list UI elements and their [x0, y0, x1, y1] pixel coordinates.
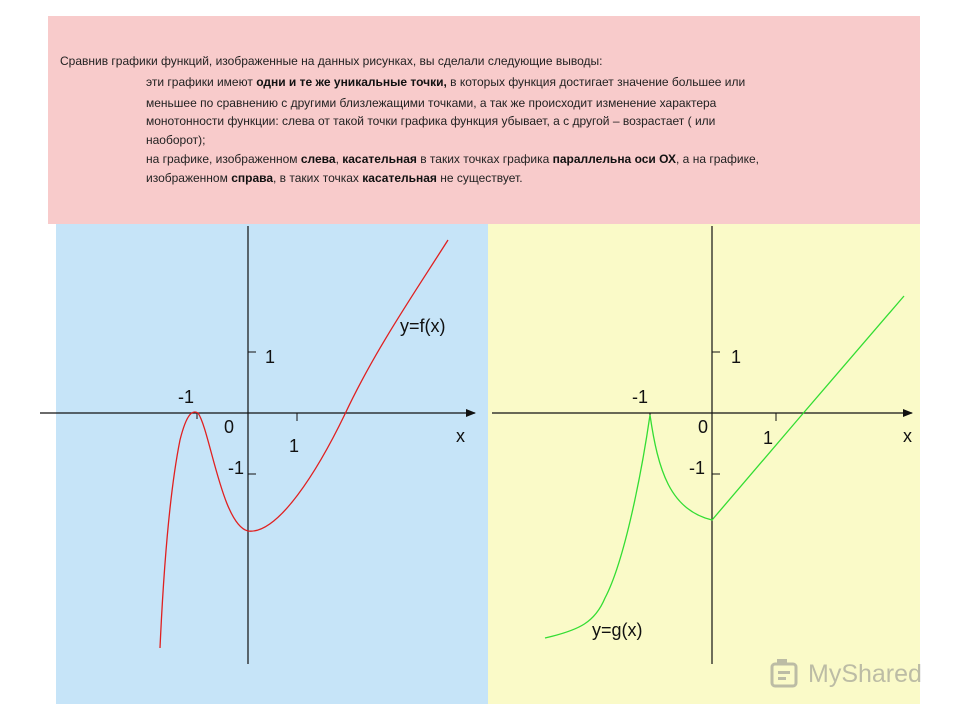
right-function-label: y=g(x)	[592, 620, 643, 640]
left-origin-label: 0	[224, 417, 235, 437]
right-x-neg1-label: -1	[632, 387, 649, 407]
text-line-4: монотонности функции: слева от такой точки графика функция убывает, а с другой – возрастает ( или	[146, 114, 716, 128]
text-line-3: меньшее по сравнению с другими близлежащими точками, а так же происходит изменение характера	[146, 96, 717, 110]
watermark	[766, 656, 926, 696]
left-function-label: y=f(x)	[400, 316, 446, 336]
left-curve-f	[160, 240, 448, 648]
text-line-1: Сравнив графики функций, изображенные на данных рисунках, вы сделали следующие выводы:	[60, 54, 603, 68]
right-x-axis-label: x	[903, 426, 912, 446]
right-curve-g	[545, 296, 904, 638]
text-line-7: изображенном справа, в таких точках касательная не существует.	[146, 171, 523, 185]
left-y-neg1-label: -1	[228, 458, 245, 478]
left-graph	[40, 226, 475, 664]
left-x-tick-1-label: 1	[289, 436, 300, 456]
left-x-axis-label: x	[456, 426, 465, 446]
text-line-6: на графике, изображенном слева, касательная в таких точках графика параллельна оси ОХ, а на графике,	[146, 152, 760, 166]
text-line-2: эти графики имеют одни и те же уникальные точки, в которых функция достигает значение большее или	[146, 75, 746, 89]
right-origin-label: 0	[698, 417, 709, 437]
left-y-tick-1-label: 1	[265, 347, 276, 367]
right-y-tick-1-label: 1	[731, 347, 742, 367]
watermark-text: MyShared	[808, 660, 922, 688]
text-line-5: наоборот);	[146, 133, 206, 147]
right-y-neg1-label: -1	[689, 458, 706, 478]
left-x-neg1-label: -1	[178, 387, 195, 407]
right-graph	[492, 226, 912, 664]
myshared-logo-icon	[766, 656, 806, 696]
right-x-tick-1-label: 1	[763, 428, 774, 448]
